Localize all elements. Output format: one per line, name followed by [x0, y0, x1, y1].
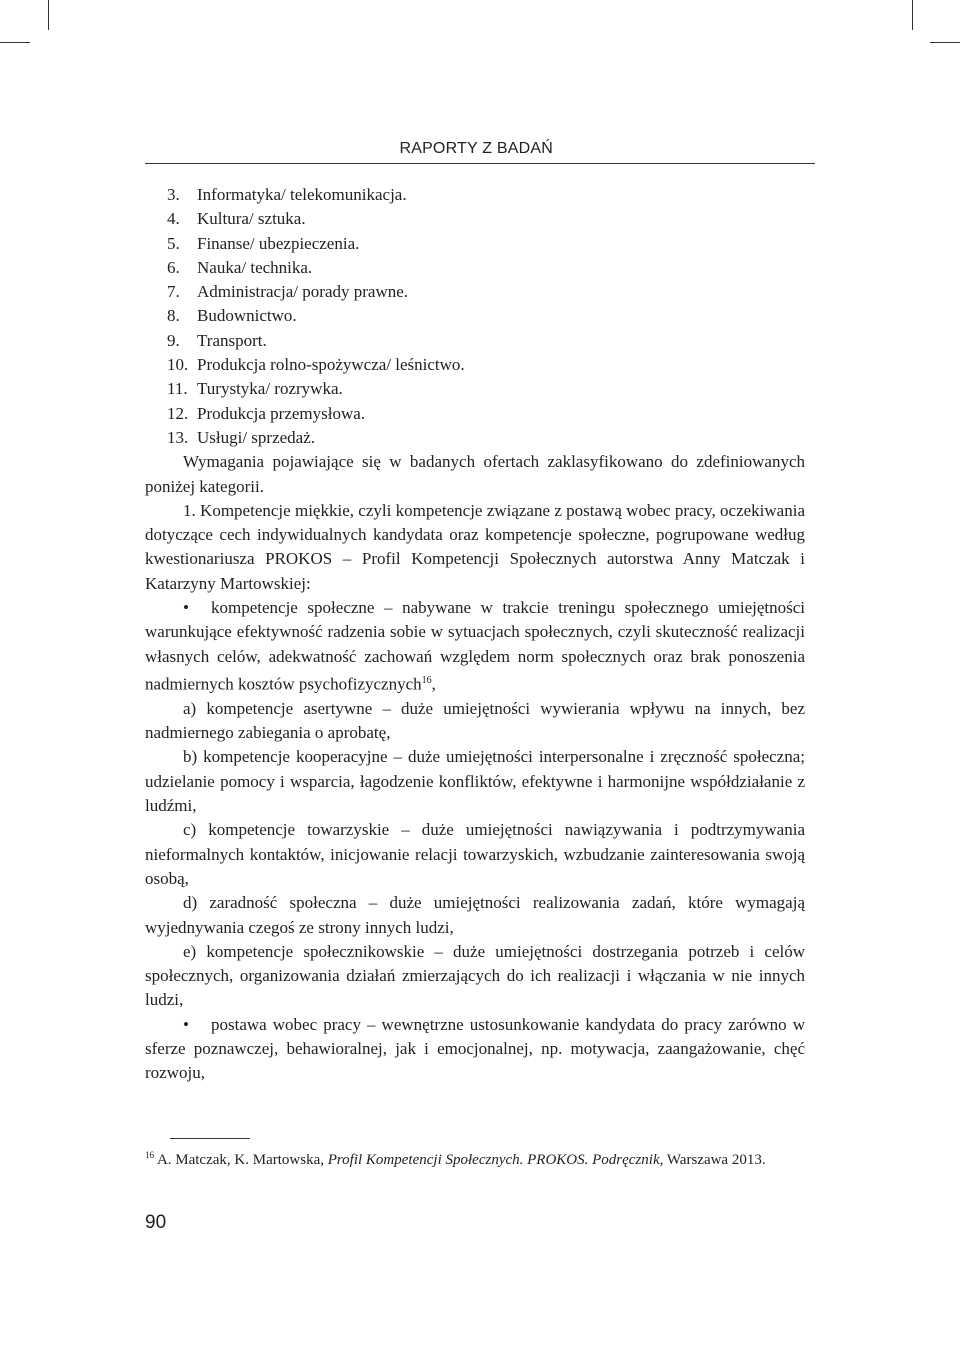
crop-mark [912, 0, 913, 30]
crop-mark [0, 42, 30, 43]
list-item: 9. Transport. [167, 330, 267, 350]
list-item: 4. Kultura/ sztuka. [167, 209, 306, 229]
header-rule [145, 163, 815, 164]
list-item: 12. Produkcja przemysłowa. [167, 403, 366, 423]
list-item: 10. Produkcja rolno-spożywcza/ leśnictwo. [167, 355, 465, 375]
sub-item-c: c) kompetencje towarzyskie – duże umiejętności nawiązywania i podtrzymywania nieformalnych kontaktów, inicjowanie relacji towarzyskich, wzbudzanie zainteresowania swoją osobą, [145, 820, 805, 888]
list-item: 3. Informatyka/ telekomunikacja. [167, 185, 407, 204]
main-text [145, 183, 805, 1086]
list-item: 13. Usługi/ sprzedaż. [167, 427, 316, 447]
intro-paragraph: Wymagania pojawiające się w badanych ofertach zaklasyfikowano do zdefiniowanych poniżej kategorii. [145, 452, 805, 496]
footnote [145, 1144, 805, 1171]
soft-skills-paragraph: 1. Kompetencje miękkie, czyli kompetencje związane z postawą wobec pracy, oczekiwania dotyczące cech indywidualnych kandydata oraz kompetencje społeczne, pogrupowane według kwestionariusza PROKOS – Profil Kompetencji Społecznych autorstwa Anny Matczak i Katarzyny Martowskiej: [145, 500, 805, 593]
list-item: 6. Nauka/ technika. [167, 257, 313, 277]
crop-mark [930, 42, 960, 43]
sub-item-b: b) kompetencje kooperacyjne – duże umiejętności interpersonalne i zręczność społeczna; udzielanie pomocy i wsparcia, łagodzenie konfliktów, efektywne i harmonijne współdziałanie z ludźmi, [145, 747, 805, 816]
sub-item-d: d) zaradność społeczna – duże umiejętności realizowania zadań, które wymagają wyjednywania czegoś ze strony innych ludzi, [145, 893, 805, 937]
list-item: 7. Administracja/ porady prawne. [167, 282, 409, 302]
bullet-work-attitude: • postawa wobec pracy – wewnętrzne ustosunkowanie kandydata do pracy zarówno w sferze poznawczej, behawioralnej, jak i emocjonalnej, np. motywacja, zaangażowanie, chęć rozwoju, [145, 1014, 805, 1083]
footnote-rest: , Warszawa 2013. [659, 1152, 766, 1168]
list-item: 11. Turystyka/ rozrywka. [167, 379, 343, 399]
sub-item-e: e) kompetencje społecznikowskie – duże umiejętności dostrzegania potrzeb i celów społecznych, organizowania działań zmierzających do ich realizacji i włączania w nie innych ludzi, [145, 941, 805, 1010]
bullet-icon: • [183, 598, 189, 618]
category-list [145, 183, 805, 450]
list-item: 5. Finanse/ ubezpieczenia. [167, 233, 360, 253]
footnote-title: Profil Kompetencji Społecznych. PROKOS. Podręcznik [327, 1152, 660, 1168]
footnote-ref: 16 [421, 674, 432, 686]
running-head: RAPORTY Z BADAŃ [399, 140, 553, 157]
list-item: 8. Budownictwo. [167, 306, 297, 326]
page-number: 90 [145, 1212, 167, 1233]
crop-mark [48, 0, 49, 30]
sub-item-a: a) kompetencje asertywne – duże umiejętności wywierania wpływu na innych, bez nadmiernego zabiegania o aprobatę, [145, 698, 805, 743]
bullet-icon: • [183, 1014, 189, 1034]
footnote-authors: A. Matczak, K. Martowska, [156, 1152, 324, 1168]
footnote-rule [170, 1138, 250, 1139]
bullet-social-competences: • kompetencje społeczne – nabywane w trakcie treningu społecznego umiejętności warunkujące efektywność radzenia sobie w sytuacjach społecznych, czyli skuteczność realizacji własnych celów, adekwatność zachowań względem norm społecznych oraz brak ponoszenia nadmiernych kosztów psychofizycznych$^{16}$, [145, 598, 805, 694]
footnote-number: 16 [145, 1150, 154, 1160]
